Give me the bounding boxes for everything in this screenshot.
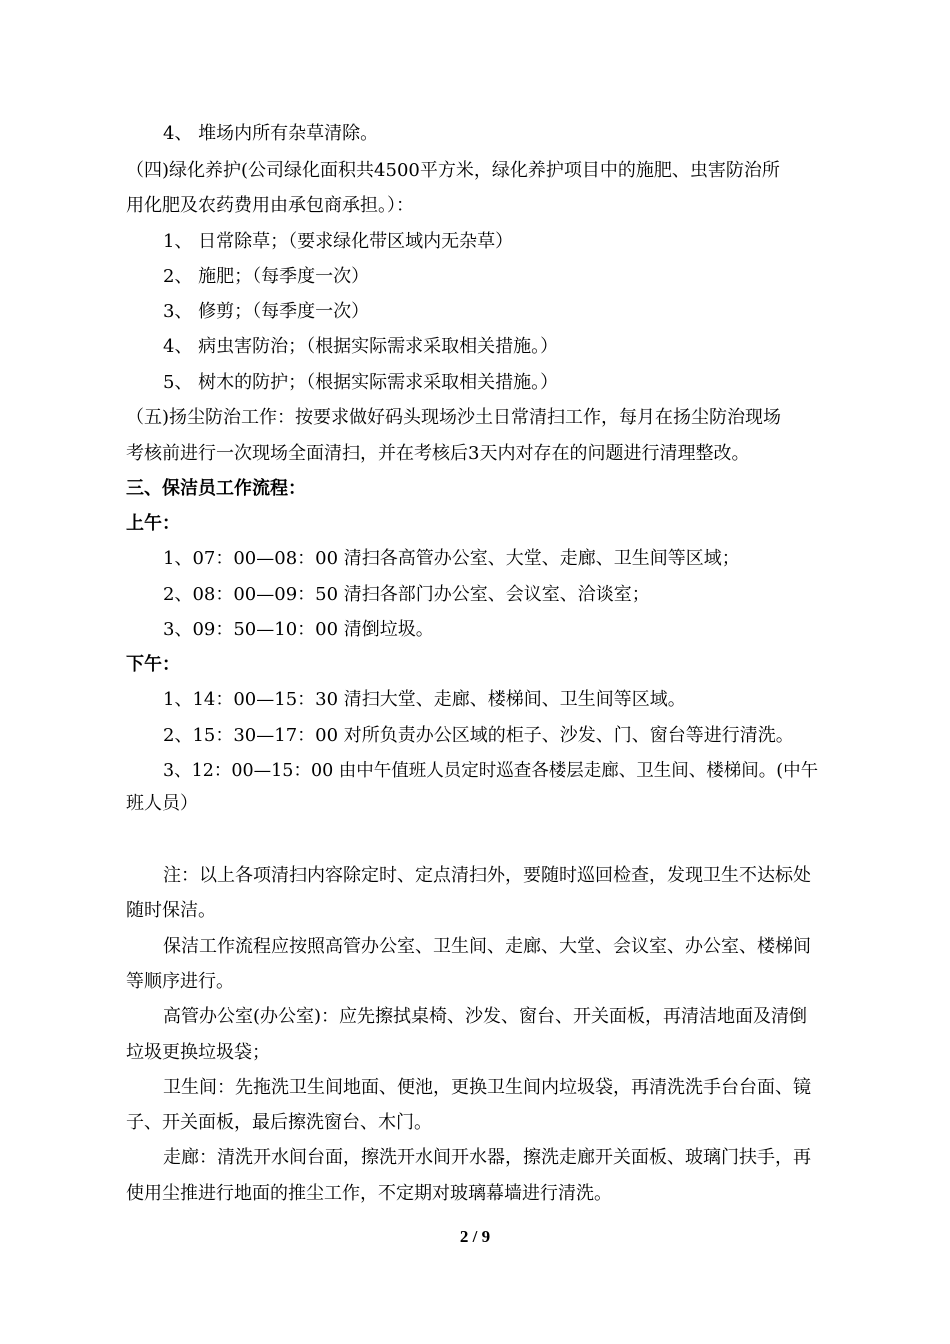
paragraph-line: 保洁工作流程应按照高管办公室、卫生间、走廊、大堂、会议室、办公室、楼梯间 [163,936,811,957]
paragraph-line: 班人员） [126,793,198,814]
list-item: 2、15：30—17：00 对所负责办公区域的柜子、沙发、门、窗台等进行清洗。 [163,725,794,746]
section-title: 三、保洁员工作流程： [126,478,306,499]
list-item: 3、 修剪；（每季度一次） [163,301,370,322]
paragraph-line: 考核前进行一次现场全面清扫，并在考核后3天内对存在的问题进行清理整改。 [126,443,750,464]
list-item: 3、12：00—15：00 由中午值班人员定时巡查各楼层走廊、卫生间、楼梯间。(中午 [163,761,819,781]
list-item: 1、 日常除草；（要求绿化带区域内无杂草） [163,231,514,252]
section-heading-5: （五)扬尘防治工作：按要求做好码头现场沙土日常清扫工作，每月在扬尘防治现场 [126,407,782,428]
paragraph-line: 随时保洁。 [126,900,216,921]
list-item: 4、 堆场内所有杂草清除。 [163,123,379,144]
list-item: 3、09：50—10：00 清倒垃圾。 [163,619,434,640]
paragraph-line: 垃圾更换垃圾袋； [126,1042,270,1063]
list-item: 1、07：00—08：00 清扫各高管办公室、大堂、走廊、卫生间等区域； [163,548,740,569]
list-item: 1、14：00—15：30 清扫大堂、走廊、楼梯间、卫生间等区域。 [163,689,686,710]
subheading-morning: 上午： [126,513,180,534]
paragraph-line: 走廊：清洗开水间台面，擦洗开水间开水器，擦洗走廊开关面板、玻璃门扶手，再 [163,1147,811,1168]
list-item: 4、 病虫害防治；（根据实际需求采取相关措施。） [163,336,559,357]
list-item: 2、08：00—09：50 清扫各部门办公室、会议室、洽谈室； [163,584,650,605]
subheading-afternoon: 下午： [126,654,180,675]
paragraph-line: 等顺序进行。 [126,971,234,992]
note-line: 注：以上各项清扫内容除定时、定点清扫外，要随时巡回检查，发现卫生不达标处 [163,865,811,886]
paragraph-line: 子、开关面板，最后擦洗窗台、木门。 [126,1112,432,1133]
paragraph-line: 卫生间：先拖洗卫生间地面、便池，更换卫生间内垃圾袋，再清洗洗手台台面、镜 [163,1077,811,1098]
list-item: 2、 施肥；（每季度一次） [163,266,370,287]
section-heading-4: （四)绿化养护(公司绿化面积共4500平方米，绿化养护项目中的施肥、虫害防治所 [126,160,780,181]
page-number: 2 / 9 [459,1227,491,1246]
list-item: 5、 树木的防护；（根据实际需求采取相关措施。） [163,372,559,393]
paragraph-line: 用化肥及农药费用由承包商承担。）： [126,195,414,216]
paragraph-line: 高管办公室(办公室)：应先擦拭桌椅、沙发、窗台、开关面板，再清洁地面及清倒 [163,1006,808,1027]
paragraph-line: 使用尘推进行地面的推尘工作，不定期对玻璃幕墙进行清洗。 [126,1183,612,1204]
